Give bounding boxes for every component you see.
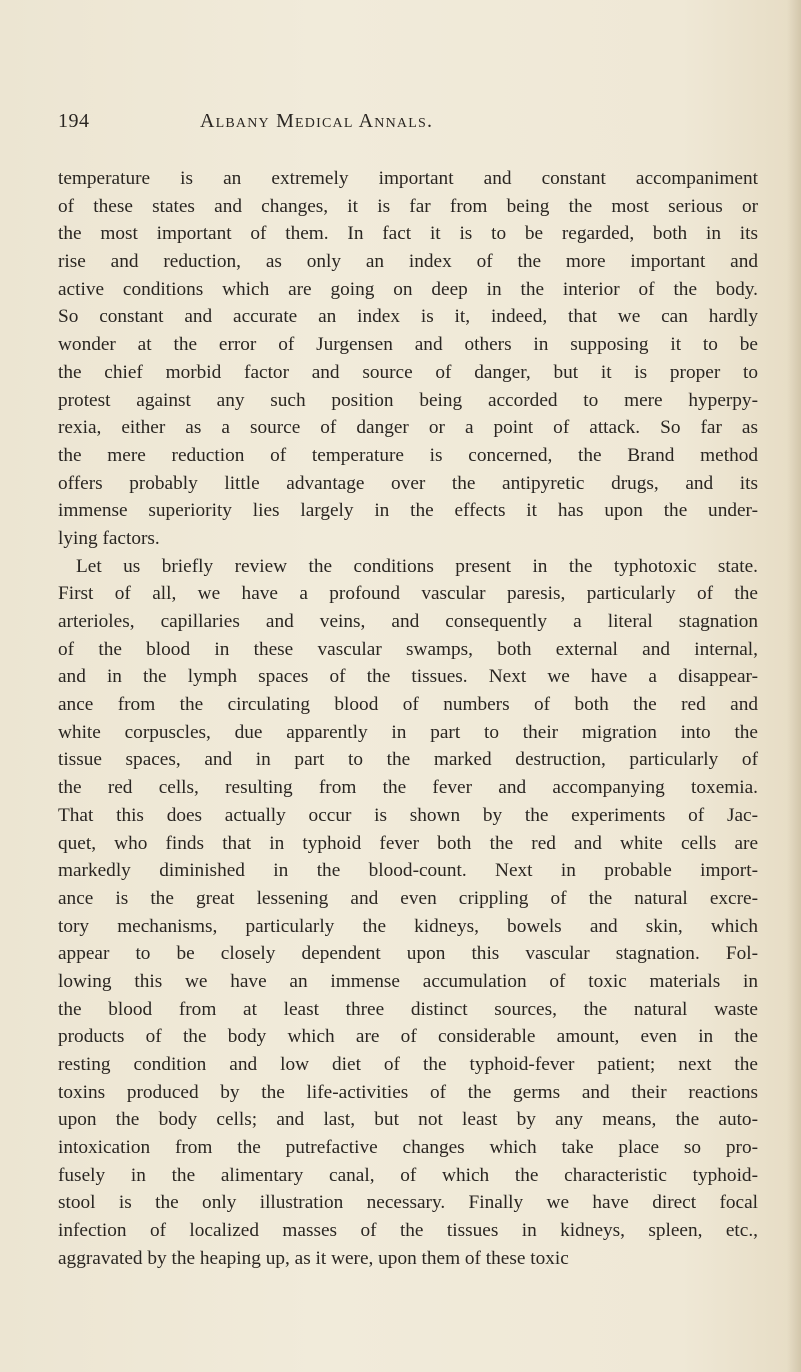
text-line: tory mechanisms, particularly the kidneys, bowels and skin, which xyxy=(58,915,758,937)
running-head: Albany Medical Annals. xyxy=(200,110,434,132)
text-line: arterioles, capillaries and veins, and consequently a literal stagnation xyxy=(58,611,758,632)
text-line: the mere reduction of temperature is concerned, the Brand method xyxy=(58,444,758,466)
body-text xyxy=(58,165,758,1273)
text-line: infection of localized masses of the tissues in kidneys, spleen, etc., xyxy=(58,1220,758,1242)
paragraph-start-line: Let us briefly review the conditions present in the typhotoxic state. xyxy=(76,555,758,577)
text-line: active conditions which are going on deep in the interior of the body. xyxy=(58,278,758,300)
text-line: lowing this we have an immense accumulation of toxic materials in xyxy=(58,970,758,992)
text-line: toxins produced by the life-activities of the germs and their reactions xyxy=(58,1081,758,1103)
text-line: markedly diminished in the blood-count. Next in probable import- xyxy=(58,860,758,882)
text-line: lying factors. xyxy=(58,527,160,549)
text-line: temperature is an extremely important and constant accompaniment xyxy=(58,168,758,189)
text-line: wonder at the error of Jurgensen and others in supposing it to be xyxy=(58,334,758,356)
text-line: the red cells, resulting from the fever and accompanying toxemia. xyxy=(58,777,758,799)
page-edge-shadow xyxy=(787,0,801,1372)
text-line: the most important of them. In fact it is to be regarded, both in its xyxy=(58,223,758,245)
text-line: First of all, we have a profound vascular paresis, particularly of the xyxy=(58,583,758,605)
text-line: rise and reduction, as only an index of the more important and xyxy=(58,251,758,273)
text-line: aggravated by the heaping up, as it were, upon them of these toxic xyxy=(58,1247,569,1269)
text-line: protest against any such position being accorded to mere hyperpy- xyxy=(58,389,758,411)
text-line: immense superiority lies largely in the effects it has upon the under- xyxy=(58,500,758,522)
page-header xyxy=(58,110,758,142)
text-line: white corpuscles, due apparently in part to their migration into the xyxy=(58,721,758,743)
text-line: stool is the only illustration necessary. Finally we have direct focal xyxy=(58,1192,758,1214)
text-line: upon the body cells; and last, but not least by any means, the auto- xyxy=(58,1109,758,1131)
text-line: appear to be closely dependent upon this vascular stagnation. Fol- xyxy=(58,943,758,965)
text-line: That this does actually occur is shown by the experiments of Jac- xyxy=(58,804,758,826)
text-line: the chief morbid factor and source of danger, but it is proper to xyxy=(58,361,758,383)
text-line: of the blood in these vascular swamps, both external and internal, xyxy=(58,638,758,660)
text-line: So constant and accurate an index is it, indeed, that we can hardly xyxy=(58,306,758,328)
text-line: resting condition and low diet of the typhoid-fever patient; next the xyxy=(58,1054,758,1075)
text-line: intoxication from the putrefactive changes which take place so pro- xyxy=(58,1137,758,1159)
text-line: the blood from at least three distinct sources, the natural waste xyxy=(58,998,758,1020)
page-number: 194 xyxy=(58,110,90,132)
text-line: rexia, either as a source of danger or a point of attack. So far as xyxy=(58,417,758,439)
text-line: fusely in the alimentary canal, of which the characteristic typhoid- xyxy=(58,1164,758,1186)
text-line: and in the lymph spaces of the tissues. Next we have a disappear- xyxy=(58,666,758,688)
text-line: products of the body which are of considerable amount, even in the xyxy=(58,1026,758,1048)
text-line: tissue spaces, and in part to the marked destruction, particularly of xyxy=(58,749,758,771)
text-line: ance is the great lessening and even crippling of the natural excre- xyxy=(58,887,758,909)
text-line: quet, who finds that in typhoid fever both the red and white cells are xyxy=(58,832,758,854)
text-line: offers probably little advantage over the antipyretic drugs, and its xyxy=(58,472,758,494)
text-line: of these states and changes, it is far from being the most serious or xyxy=(58,195,758,217)
text-line: ance from the circulating blood of numbers of both the red and xyxy=(58,694,758,716)
